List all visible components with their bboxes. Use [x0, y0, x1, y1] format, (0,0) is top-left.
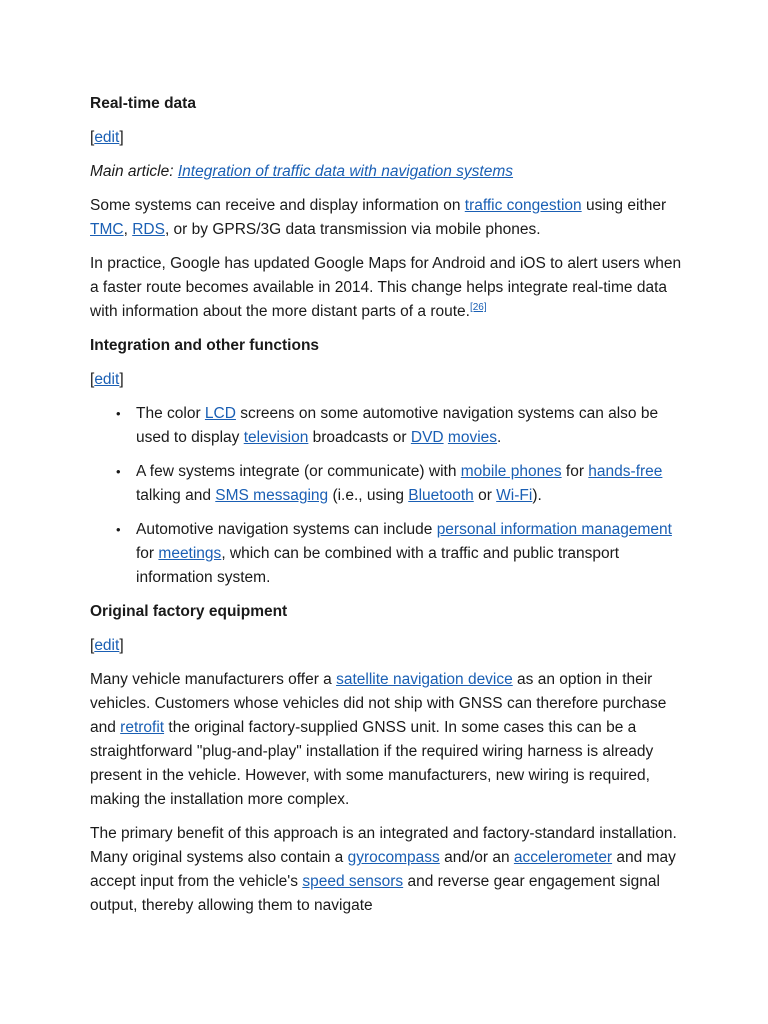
section-heading-integration: Integration and other functions	[90, 337, 320, 354]
edit-link-wrapper: [edit]	[90, 637, 124, 654]
link-retrofit[interactable]: retrofit	[120, 719, 165, 736]
integration-list	[90, 402, 688, 590]
main-article-note	[90, 160, 688, 184]
bullet-icon: •	[116, 406, 121, 421]
link-sms-messaging[interactable]: SMS messaging	[215, 487, 329, 504]
section-heading-factory: Original factory equipment	[90, 603, 288, 620]
main-article-link[interactable]: Integration of traffic data with navigation systems	[177, 163, 514, 180]
main-article-prefix: Main article:	[90, 163, 178, 180]
link-television[interactable]: television	[243, 429, 309, 446]
link-dvd[interactable]: DVD	[410, 429, 444, 446]
edit-link-wrapper: [edit]	[90, 129, 124, 146]
link-tmc[interactable]: TMC	[90, 221, 124, 238]
paragraph-factory-2: The primary benefit of this approach is an integrated and factory-standard installation. Many original systems also contain a gyrocompass and/or an accelerometer and may accept input from the vehicle's speed sensors and reverse gear engagement signal output, thereby allowing them to navigate	[90, 825, 677, 914]
link-gyrocompass[interactable]: gyrocompass	[347, 849, 440, 866]
link-mobile-phones[interactable]: mobile phones	[460, 463, 562, 480]
link-bluetooth[interactable]: Bluetooth	[408, 487, 474, 504]
link-traffic-congestion[interactable]: traffic congestion	[464, 197, 582, 214]
link-accelerometer[interactable]: accelerometer	[513, 849, 613, 866]
bullet-icon: •	[116, 464, 121, 479]
link-rds[interactable]: RDS	[132, 221, 165, 238]
reference-link-26[interactable]: [26]	[469, 301, 487, 313]
list-item: • A few systems integrate (or communicate) with mobile phones for hands-free talking and SMS messaging (i.e., using Bluetooth or Wi-Fi).	[136, 460, 688, 508]
list-item: • The color LCD screens on some automotive navigation systems can also be used to display television broadcasts or DVD movies.	[136, 402, 688, 450]
edit-link-integration[interactable]: edit	[94, 371, 120, 388]
link-satellite-navigation-device[interactable]: satellite navigation device	[336, 671, 513, 688]
paragraph-realtime-2: In practice, Google has updated Google Maps for Android and iOS to alert users when a faster route becomes available in 2014. This change helps integrate real-time data with information about the more distant parts of a route.[26]	[90, 255, 682, 320]
edit-link-factory[interactable]: edit	[94, 637, 120, 654]
section-heading-realtime: Real-time data	[90, 95, 196, 112]
link-hands-free[interactable]: hands-free	[588, 463, 663, 480]
edit-link-wrapper: [edit]	[90, 371, 124, 388]
edit-link-realtime[interactable]: edit	[94, 129, 120, 146]
link-personal-information-management[interactable]: personal information management	[436, 521, 672, 538]
paragraph-realtime-1: Some systems can receive and display information on traffic congestion using either TMC, RDS, or by GPRS/3G data transmission via mobile phones.	[90, 197, 667, 238]
list-item: • Automotive navigation systems can include personal information management for meetings, which can be combined with a traffic and public transport information system.	[136, 518, 688, 590]
link-movies[interactable]: movies	[447, 429, 498, 446]
bullet-icon: •	[116, 522, 121, 537]
link-wi-fi[interactable]: Wi-Fi	[496, 487, 533, 504]
link-speed-sensors[interactable]: speed sensors	[302, 873, 404, 890]
link-lcd[interactable]: LCD	[204, 405, 236, 422]
link-meetings[interactable]: meetings	[158, 545, 222, 562]
paragraph-factory-1: Many vehicle manufacturers offer a satellite navigation device as an option in their vehicles. Customers whose vehicles did not ship with GNSS can therefore purchase and retrofit the original factory-supplied GNSS unit. In some cases this can be a straightforward "plug-and-play" installation if the required wiring harness is already present in the vehicle. However, with some manufacturers, new wiring is required, making the installation more complex.	[90, 671, 667, 808]
